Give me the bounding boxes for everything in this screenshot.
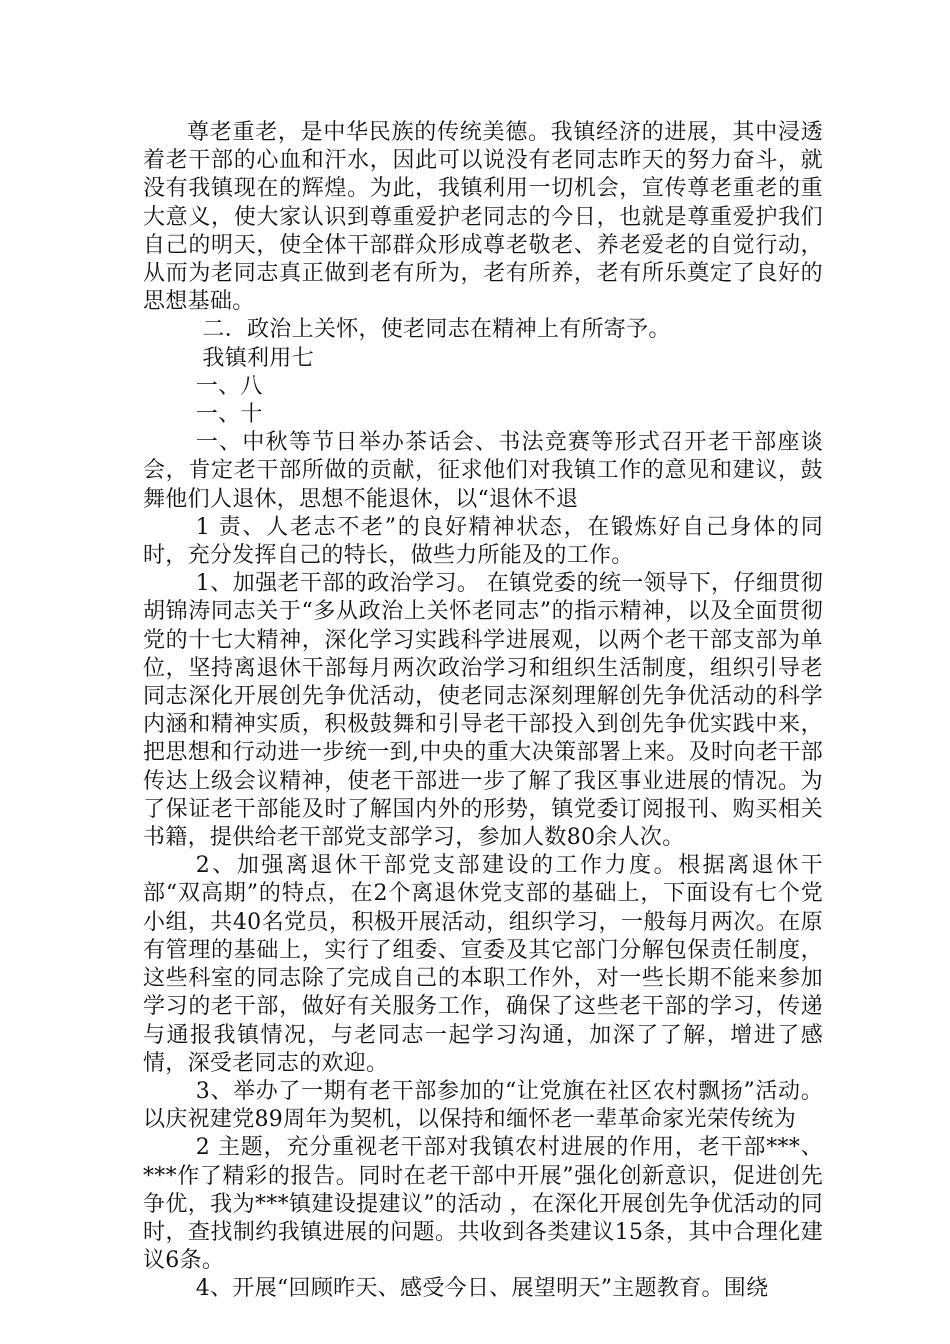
paragraph-spirit: 1 责、人老志不老”的良好精神状态，在锻炼好自己身体的同时，充分发挥自己的特长，做些力所能及的工作。 bbox=[143, 514, 823, 569]
paragraph-theme-education: 4、开展“回顾昨天、感受今日、展望明天”主题教育。围绕 bbox=[195, 1276, 769, 1302]
paragraph-intro: 尊老重老，是中华民族的传统美德。我镇经济的进展，其中浸透着老干部的心血和汗水，因此可以说没有老同志昨天的努力奋斗，就没有我镇现在的辉煌。为此，我镇利用一切机会，宣传尊老重老的重大意义，使大家认识到尊重爱护老同志的今日，也就是尊重爱护我们自己的明天，使全体干部群众形成尊老敬老、养老爱老的自觉行动，从而为老同志真正做到老有所为，老有所养，老有所乐奠定了良好的思想基础。 bbox=[143, 120, 823, 315]
paragraph-festival-meetings: 一、中秋等节日举办茶话会、书法竞赛等形式召开老干部座谈会，肯定老干部所做的贡献，征求他们对我镇工作的意见和建议，鼓舞他们人退休，思想不能退休，以“退休不退 bbox=[143, 430, 823, 512]
paragraph-fragment: 我镇利用七 bbox=[202, 345, 314, 371]
paragraph-political-study: 1、加强老干部的政治学习。 在镇党委的统一领导下，仔细贯彻胡锦涛同志关于“多从政治上关怀老同志”的指示精神，以及全面贯彻党的十七大精神，深化学习实践科学进展观，以两个老干部支部为单位，坚持离退休干部每月两次政治学习和组织生活制度，组织引导老同志深化开展创先争优活动，使老同志深刻理解创先争优活动的科学内涵和精神实质，积极鼓舞和引导老干部投入到创先争优实践中来，把思想和行动进一步统一到,中央的重大决策部署上来。及时向老干部传达上级会议精神，使老干部进一步了解了我区事业进展的情况。为了保证老干部能及时了解国内外的形势，镇党委订阅报刊、购买相关书籍，提供给老干部党支部学习，参加人数80余人次。 bbox=[143, 571, 823, 851]
paragraph-party-branch: 2、加强离退休干部党支部建设的工作力度。根据离退休干部“双高期”的特点，在2个离退休党支部的基础上，下面设有七个党小组，共40名党员，积极开展活动，组织学习，一般每月两次。在原有管理的基础上，实行了组委、宣委及其它部门分解包保责任制度，这些科室的同志除了完成自己的本职工作外，对一些长期不能来参加学习的老干部，做好有关服务工作，确保了这些老干部的学习，传递与通报我镇情况，与老同志一起学习沟通，加深了了解，增进了感情，深受老同志的欢迎。 bbox=[143, 853, 823, 1076]
section-heading-political-care: 二．政治上关怀，使老同志在精神上有所寄予。 bbox=[202, 317, 671, 343]
paragraph-fragment: 一、八 bbox=[195, 373, 263, 399]
document-page bbox=[143, 119, 823, 1304]
paragraph-party-flag-activity: 3、举办了一期有老干部参加的“让党旗在社区农村飘扬”活动。以庆祝建党89周年为契机，以保持和缅怀老一辈革命家光荣传统为 bbox=[143, 1078, 823, 1133]
paragraph-theme-suggestions: 2 主题，充分重视老干部对我镇农村进展的作用，老干部***、***作了精彩的报告。同时在老干部中开展”强化创新意识，促进创先争优，我为***镇建设提建议”的活动 ，在深化开展创先争优活动的同时，查找制约我镇进展的问题。共收到各类建议15条，其中合理化建议6条。 bbox=[143, 1135, 823, 1274]
paragraph-fragment: 一、十 bbox=[195, 402, 263, 428]
